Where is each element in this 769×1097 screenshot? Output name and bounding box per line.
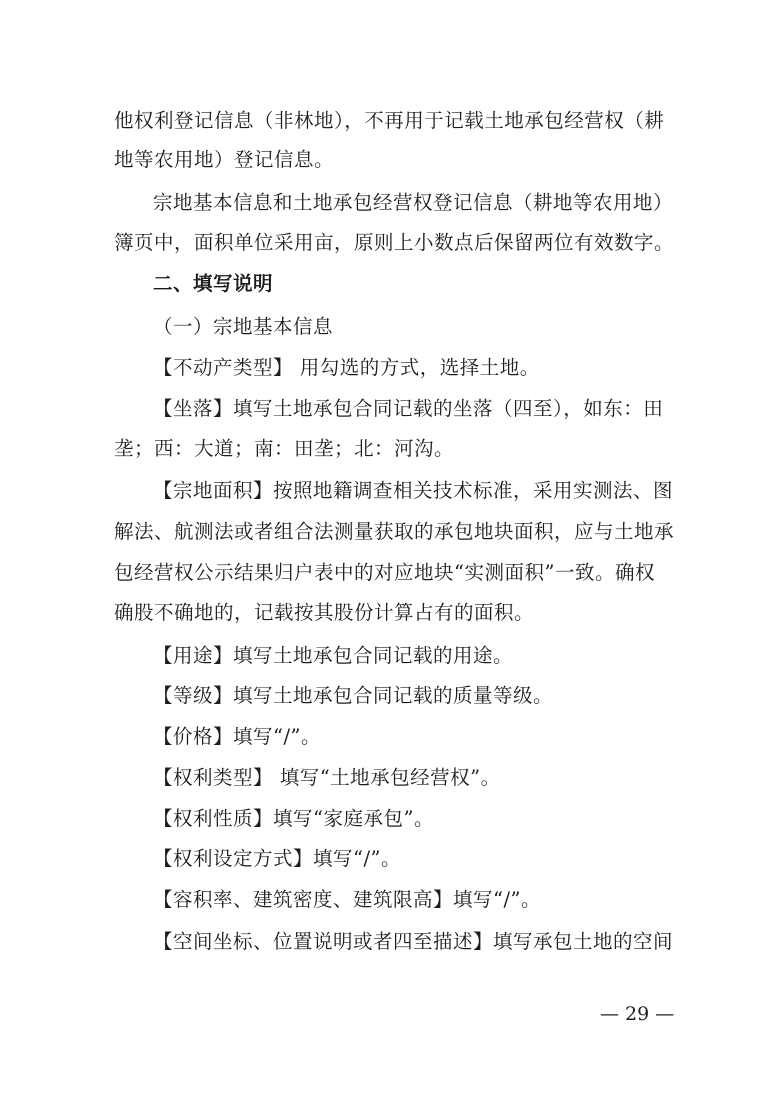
page-number: — 29 — — [600, 1003, 675, 1025]
field-location: 【坐落】填写土地承包合同记载的坐落（四至），如东：田 — [153, 397, 664, 420]
field-right-setting: 【权利设定方式】填写“/”。 — [153, 847, 402, 870]
field-parcel-area-cont-1: 解法、航测法或者组合法测量获取的承包地块面积，应与土地承 — [114, 520, 675, 543]
field-parcel-area-cont-2: 包经营权公示结果归户表中的对应地块“实测面积”一致。确权 — [114, 561, 655, 584]
paragraph-start-line: 宗地基本信息和土地承包经营权登记信息（耕地等农用地） — [153, 191, 674, 214]
text-line-1: 他权利登记信息（非林地），不再用于记载土地承包经营权（耕 — [114, 109, 665, 132]
field-grade: 【等级】填写土地承包合同记载的质量等级。 — [153, 684, 554, 707]
subsection-heading: （一）宗地基本信息 — [153, 315, 334, 338]
field-right-nature: 【权利性质】填写“家庭承包”。 — [153, 807, 434, 830]
section-heading: 二、填写说明 — [153, 272, 274, 295]
field-price: 【价格】填写“/”。 — [153, 725, 322, 748]
field-usage: 【用途】填写土地承包合同记载的用途。 — [153, 644, 514, 667]
field-plot-ratio: 【容积率、建筑密度、建筑限高】填写“/”。 — [153, 888, 542, 911]
field-property-type: 【不动产类型】 用勾选的方式，选择土地。 — [153, 356, 540, 379]
field-parcel-area-cont-3: 确股不确地的，记载按其股份计算占有的面积。 — [114, 601, 535, 624]
field-location-cont: 垄；西：大道；南：田垄；北：河沟。 — [114, 437, 455, 460]
field-parcel-area: 【宗地面积】按照地籍调查相关技术标准，采用实测法、图 — [153, 479, 674, 502]
field-right-type: 【权利类型】 填写“土地承包经营权”。 — [153, 766, 501, 789]
field-spatial-coords: 【空间坐标、位置说明或者四至描述】填写承包土地的空间 — [153, 930, 674, 953]
text-line-4: 簿页中，面积单位采用亩，原则上小数点后保留两位有效数字。 — [114, 231, 675, 254]
text-line-2: 地等农用地）登记信息。 — [114, 148, 335, 171]
